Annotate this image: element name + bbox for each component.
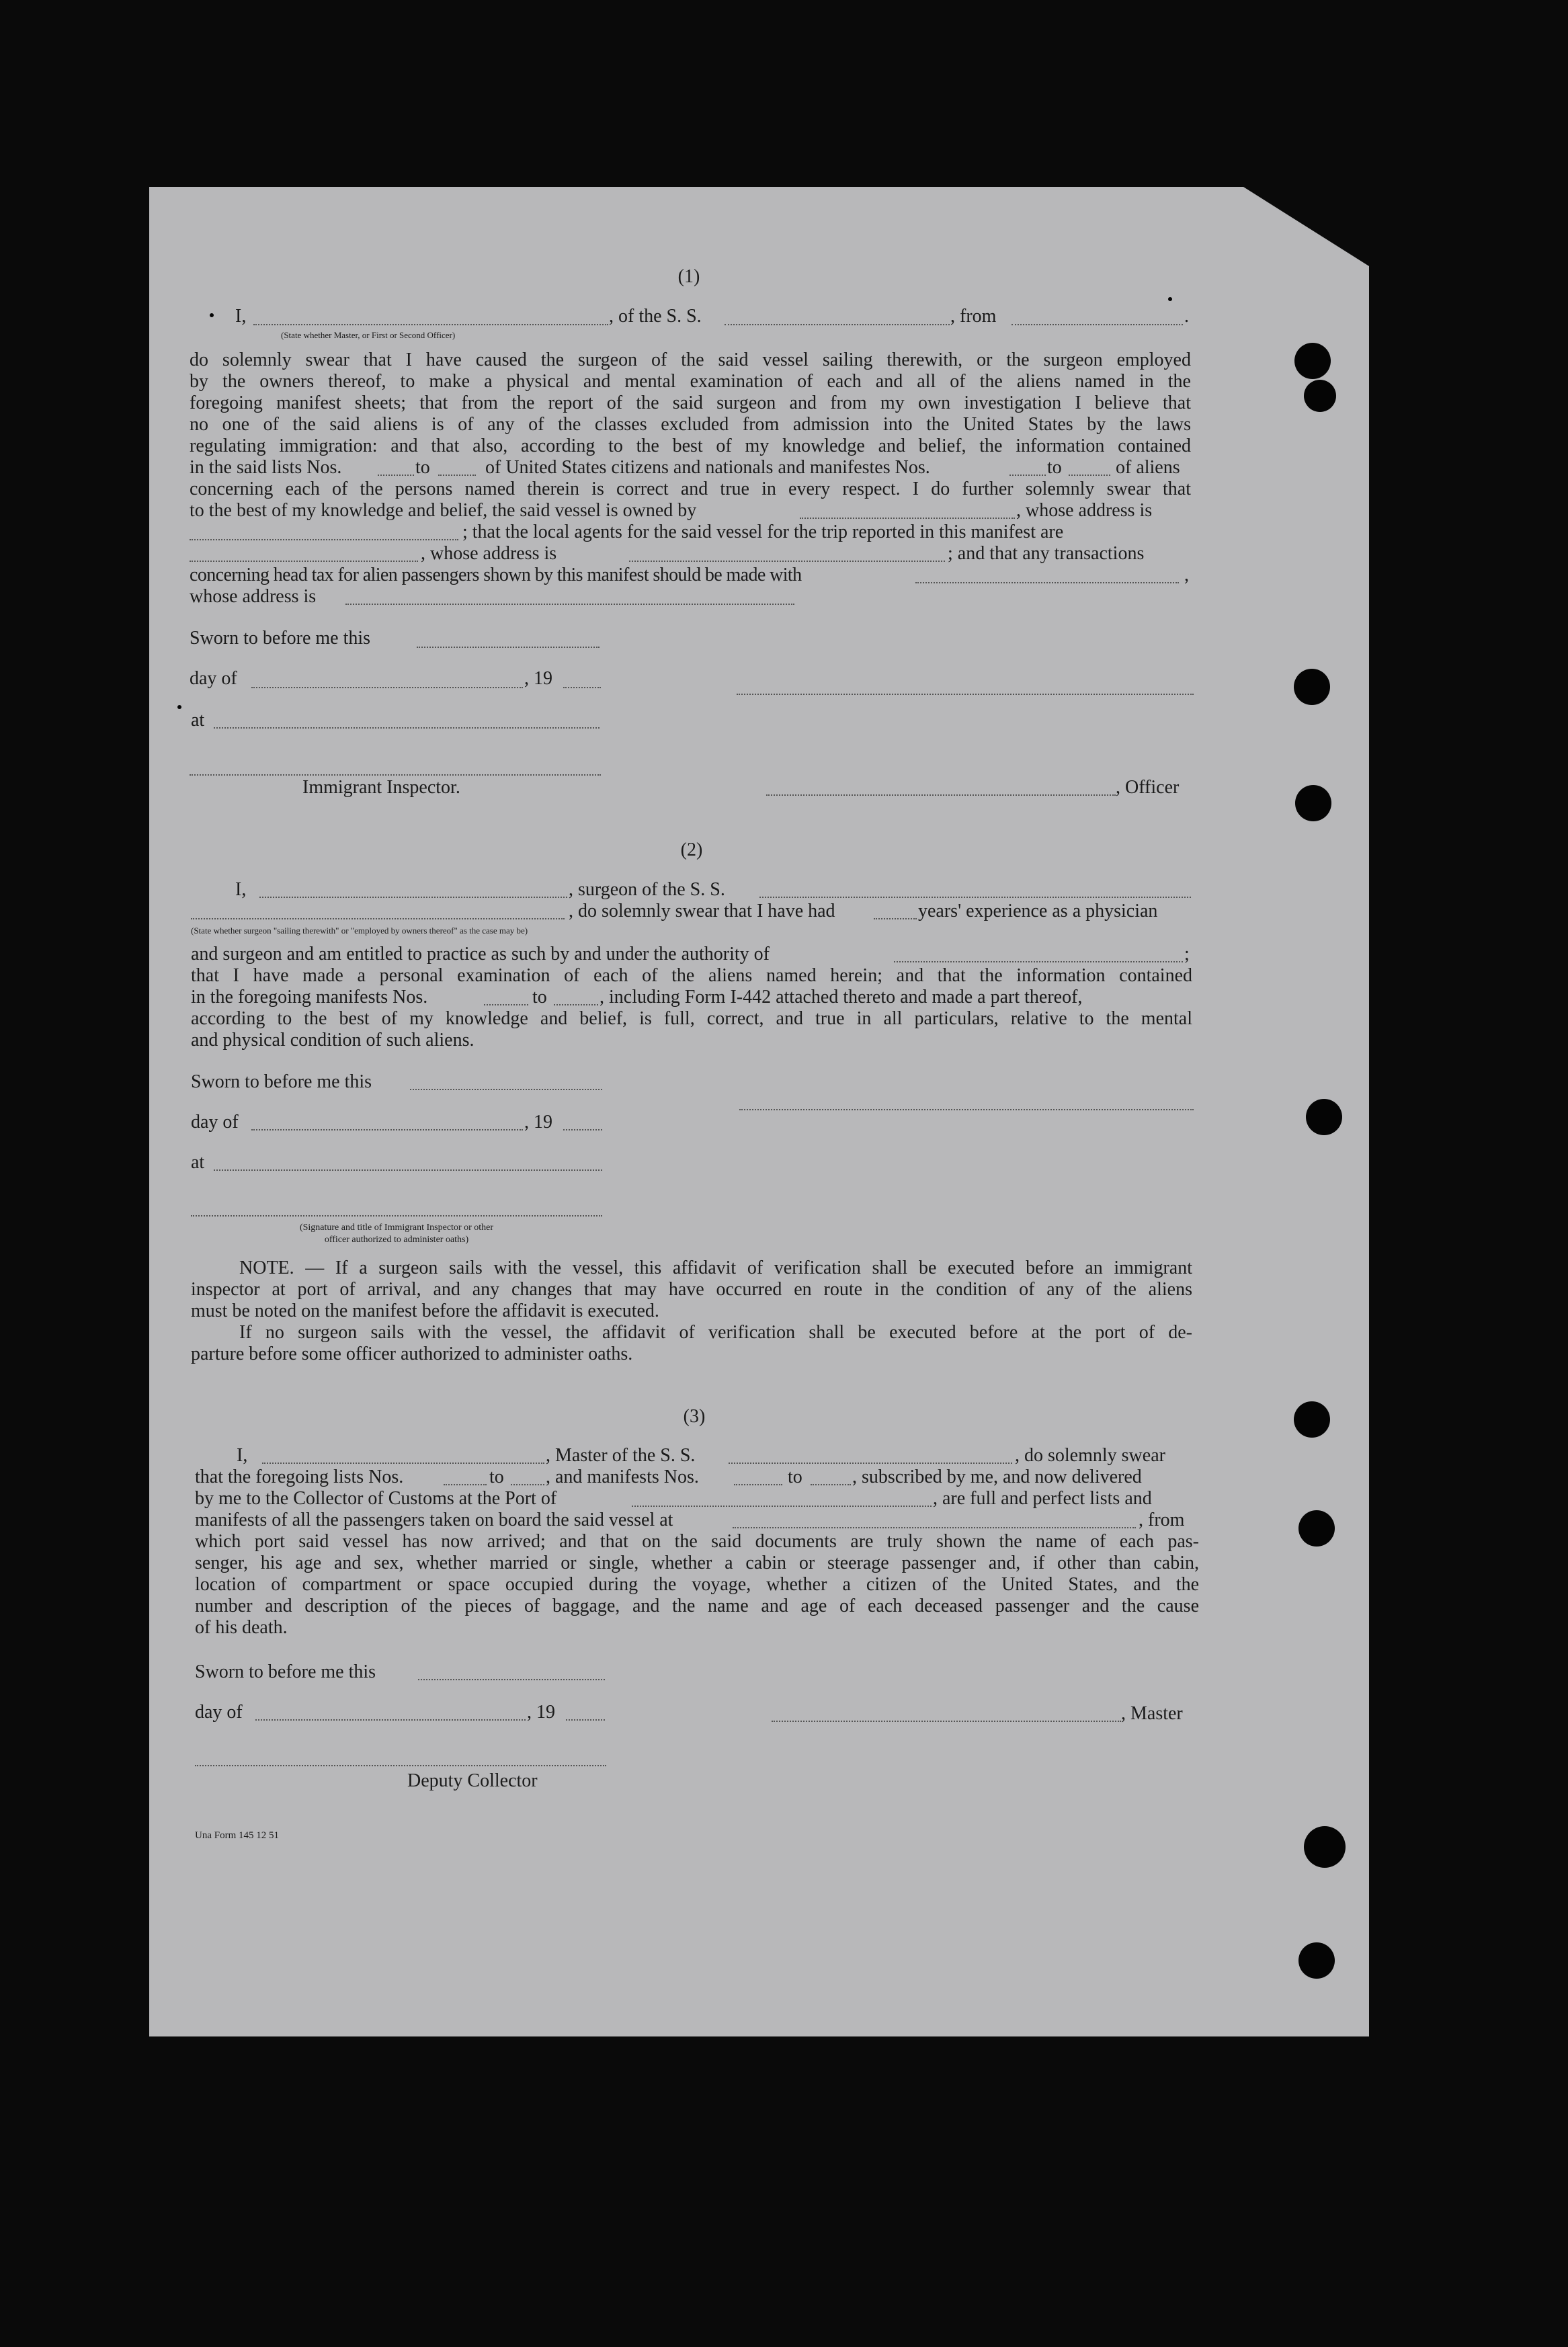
s3-vessel-field[interactable]: [729, 1463, 1012, 1464]
s2-note-line: inspector at port of arrival, and any changes that may have occurred en route in the condition of any of the aliens: [191, 1279, 1192, 1300]
s3-i-label: I,: [237, 1445, 248, 1466]
s2-to-label: to: [532, 987, 547, 1007]
s2-authority-field[interactable]: [894, 961, 1183, 962]
s3-master-name-field[interactable]: [262, 1463, 544, 1464]
s3-to-label-2: to: [788, 1467, 802, 1487]
s1-manifests-to-field[interactable]: [1069, 475, 1110, 476]
s1-to-label: to: [415, 457, 430, 478]
s2-signature-caption: [215, 1222, 578, 1245]
s1-officer-name-field[interactable]: [253, 324, 608, 325]
s2-day-field[interactable]: [251, 1129, 523, 1130]
s3-lists-from-field[interactable]: [444, 1484, 487, 1485]
s3-deputy-signature-field[interactable]: [195, 1765, 606, 1766]
form-number: Una Form 145 12 51: [195, 1830, 279, 1841]
s3-body-line: senger, his age and sex, whether married or single, whether a cabin or steerage passenger and, if other than cabin,: [195, 1553, 1199, 1573]
s1-lists-label: in the said lists Nos.: [190, 457, 342, 478]
s2-note-line: NOTE. — If a surgeon sails with the vessel, this affidavit of verification shall be executed before an immigrant: [239, 1258, 1192, 1278]
s2-manifests-from-field[interactable]: [484, 1004, 528, 1005]
s1-agents-label: ; that the local agents for the said vessel for the trip reported in this manifest are: [462, 522, 1064, 542]
s3-taken-label: manifests of all the passengers taken on board the said vessel at: [195, 1510, 673, 1530]
s3-sworn-field[interactable]: [418, 1679, 605, 1680]
s2-i-label: I,: [235, 879, 247, 900]
s1-at-label: at: [191, 710, 205, 731]
s3-body-line: number and description of the pieces of baggage, and the name and age of each deceased passenger and the cause: [195, 1596, 1199, 1616]
punch-hole: [1304, 380, 1336, 412]
s3-year-field[interactable]: [566, 1719, 605, 1721]
s3-master-signature-field[interactable]: [772, 1721, 1121, 1722]
s1-body-line: by the owners thereof, to make a physical and mental examination of each and all of the aliens named in the: [190, 371, 1191, 392]
s1-agents-field[interactable]: [190, 561, 418, 562]
s3-delivered-label: , subscribed by me, and now delivered: [852, 1467, 1142, 1487]
s1-master-signature-field[interactable]: [737, 694, 1194, 695]
s3-from-label: , from: [1139, 1510, 1185, 1530]
s3-manifests-to-field[interactable]: [811, 1484, 851, 1485]
s2-body-line: and physical condition of such aliens.: [191, 1030, 474, 1051]
s3-manifests-from-field[interactable]: [734, 1484, 782, 1485]
s3-sworn-label: Sworn to before me this: [195, 1661, 376, 1682]
speck: [177, 705, 181, 709]
s2-sworn-field[interactable]: [410, 1089, 602, 1090]
s1-officer-hint: (State whether Master, or First or Second Officer): [281, 330, 456, 340]
s2-sworn-label: Sworn to before me this: [191, 1071, 372, 1092]
s1-at-field[interactable]: [214, 727, 600, 729]
s2-authority-label: and surgeon and am entitled to practice as such by and under the authority of: [191, 944, 770, 964]
s3-master-label: , Master: [1121, 1703, 1183, 1724]
s1-inspector-signature-field[interactable]: [190, 774, 601, 776]
s1-aliens-label: of aliens: [1116, 457, 1180, 478]
punch-hole: [1295, 785, 1331, 821]
punch-hole: [1298, 1942, 1335, 1979]
s2-inspector-signature-field[interactable]: [191, 1215, 602, 1217]
s2-experience-label: , do solemnly swear that I have had: [569, 901, 835, 921]
s1-body-line: no one of the said aliens is of any of the classes excluded from admission into the United States by the laws: [190, 414, 1191, 435]
s2-status-hint: (State whether surgeon "sailing therewith" or "employed by owners thereof" as the case may be): [191, 925, 528, 936]
s1-officer-label: , Officer: [1116, 777, 1180, 798]
s1-day-field[interactable]: [251, 687, 523, 688]
s1-whose-address-label: whose address is: [190, 586, 317, 607]
s1-day-label: day of: [190, 668, 237, 689]
s3-lists-perfect-label: , are full and perfect lists and: [933, 1488, 1152, 1509]
s3-body-line: which port said vessel has now arrived; and that on the said documents are truly shown the name of each pas-: [195, 1531, 1199, 1552]
s3-lists-to-field[interactable]: [511, 1484, 544, 1485]
s1-body-line: regulating immigration: and that also, according to the best of my knowledge and belief, the information contained: [190, 436, 1191, 456]
s3-taken-field[interactable]: [733, 1527, 1136, 1528]
punch-hole: [1294, 1401, 1330, 1438]
s3-to-label: to: [489, 1467, 504, 1487]
s1-headtax-label: concerning head tax for alien passengers shown by this manifest should be made with: [190, 565, 802, 585]
s2-signature-caption-line: (Signature and title of Immigrant Inspector or other: [299, 1223, 494, 1233]
section-1-number: (1): [677, 266, 700, 287]
s2-semicolon: ;: [1184, 944, 1190, 964]
s1-from-field[interactable]: [1012, 324, 1183, 325]
s1-sworn-label: Sworn to before me this: [190, 628, 371, 649]
s1-body-line: foregoing manifest sheets; that from the report of the said surgeon and from my own investigation I believe that: [190, 393, 1191, 413]
s2-ss-label: , surgeon of the S. S.: [569, 879, 725, 900]
s2-note-line: If no surgeon sails with the vessel, the affidavit of verification shall be executed before at the port of de-: [239, 1322, 1192, 1343]
s1-to-label-2: to: [1047, 457, 1062, 478]
s1-sworn-field[interactable]: [417, 647, 600, 648]
s2-surgeon-signature-field[interactable]: [739, 1109, 1194, 1110]
s1-lists-to-field[interactable]: [438, 475, 476, 476]
s3-body-line: of his death.: [195, 1617, 288, 1638]
s2-manifests-to-field[interactable]: [554, 1004, 598, 1005]
s1-headtax-field[interactable]: [915, 582, 1179, 583]
s1-period: .: [1184, 306, 1189, 327]
s3-port-field[interactable]: [632, 1506, 932, 1507]
s3-lists-label: that the foregoing lists Nos.: [195, 1467, 404, 1487]
punch-hole: [1294, 343, 1331, 379]
s2-note-line: must be noted on the manifest before the affidavit is executed.: [191, 1301, 659, 1321]
s1-lists-from-field[interactable]: [378, 475, 414, 476]
punch-hole: [1304, 1826, 1346, 1868]
s1-headtax-address-field[interactable]: [345, 604, 794, 605]
s2-day-label: day of: [191, 1112, 239, 1133]
s2-form-label: , including Form I-442 attached thereto and made a part thereof,: [600, 987, 1083, 1007]
s2-years-field[interactable]: [874, 918, 917, 919]
s1-comma: ,: [1184, 565, 1189, 585]
s2-manifests-label: in the foregoing manifests Nos.: [191, 987, 428, 1007]
s3-manifests-label: , and manifests Nos.: [546, 1467, 699, 1487]
s2-at-field[interactable]: [214, 1169, 602, 1171]
s1-owned-label: to the best of my knowledge and belief, the said vessel is owned by: [190, 500, 697, 521]
s1-body-line: concerning each of the persons named therein is correct and true in every respect. I do further solemnly swear that: [190, 479, 1191, 499]
s1-owner-field[interactable]: [800, 518, 1015, 519]
s1-i-label: I,: [235, 306, 247, 327]
punch-hole: [1298, 1510, 1335, 1547]
s3-port-label: by me to the Collector of Customs at the Port of: [195, 1488, 557, 1509]
s3-day-label: day of: [195, 1702, 243, 1723]
s2-surgeon-status-field[interactable]: [191, 918, 565, 919]
s2-body-line: according to the best of my knowledge and belief, is full, correct, and true in all particulars, relative to the mental: [191, 1008, 1192, 1029]
s3-swear-label: , do solemnly swear: [1015, 1445, 1165, 1466]
speck: [210, 313, 214, 317]
s3-day-field[interactable]: [255, 1719, 526, 1721]
punch-hole: [1306, 1099, 1342, 1135]
s2-year-field[interactable]: [563, 1129, 602, 1130]
s2-at-label: at: [191, 1152, 205, 1173]
s2-vessel-field[interactable]: [759, 897, 1191, 898]
s1-agents-address-label: , whose address is: [421, 543, 557, 564]
s1-ss-label: , of the S. S.: [609, 306, 702, 327]
s2-physician-label: years' experience as a physician: [918, 901, 1158, 921]
s2-year-label: , 19: [524, 1112, 552, 1133]
s1-year-label: , 19: [524, 668, 552, 689]
s1-transactions-label: ; and that any transactions: [948, 543, 1145, 564]
s2-surgeon-name-field[interactable]: [259, 897, 567, 898]
s3-body-line: location of compartment or space occupied during the voyage, whether a citizen of the United States, and the: [195, 1574, 1199, 1595]
s3-year-label: , 19: [527, 1702, 555, 1723]
s2-signature-caption-line: officer authorized to administer oaths): [324, 1234, 469, 1245]
s3-ss-label: , Master of the S. S.: [546, 1445, 696, 1466]
s1-owner-address-field[interactable]: [190, 539, 458, 540]
s1-owner-address-label: , whose address is: [1016, 500, 1153, 521]
s3-deputy-label: Deputy Collector: [407, 1770, 538, 1791]
s2-note-line: parture before some officer authorized to administer oaths.: [191, 1344, 633, 1364]
s1-from-label: , from: [950, 306, 997, 327]
s1-manifests-from-field[interactable]: [1009, 475, 1046, 476]
s2-body-line: that I have made a personal examination of each of the aliens named herein; and that the information contained: [191, 965, 1192, 986]
s1-agents-address-field[interactable]: [629, 561, 945, 562]
s1-body-line: do solemnly swear that I have caused the surgeon of the said vessel sailing therewith, or the surgeon employed: [190, 349, 1191, 370]
section-2-number: (2): [680, 839, 703, 860]
s1-officer-signature-field[interactable]: [766, 794, 1116, 796]
speck: [1168, 297, 1172, 301]
s1-vessel-field[interactable]: [725, 324, 950, 325]
s1-citizens-label: of United States citizens and nationals and manifestes Nos.: [485, 457, 930, 478]
s1-year-field[interactable]: [563, 687, 601, 688]
punch-hole: [1294, 669, 1330, 705]
s1-inspector-label: Immigrant Inspector.: [302, 777, 460, 798]
section-3-number: (3): [683, 1406, 706, 1427]
